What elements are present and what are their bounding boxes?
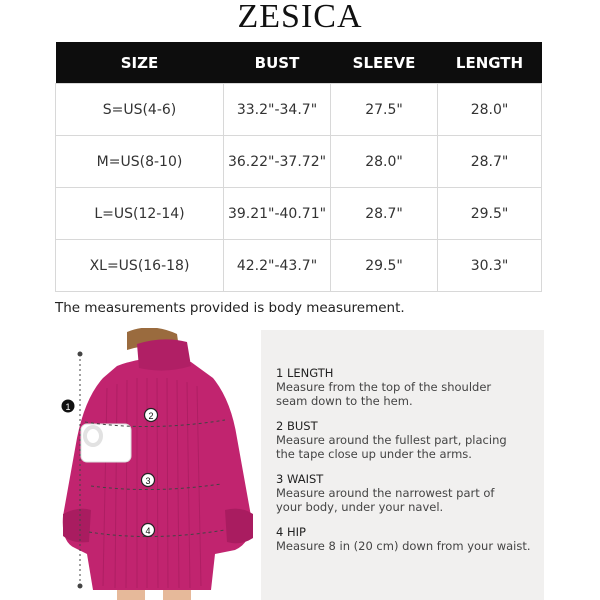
cell-sleeve: 27.5"	[331, 84, 438, 136]
cell-size: XL=US(16-18)	[56, 240, 224, 292]
table-row	[56, 136, 542, 188]
cell-bust: 39.21"-40.71"	[224, 188, 331, 240]
cell-bust: 42.2"-43.7"	[224, 240, 331, 292]
guide-desc: Measure from the top of the shoulder	[276, 380, 492, 394]
marker-3-label: 3	[145, 476, 151, 486]
measurement-note: The measurements provided is body measurement.	[55, 300, 405, 316]
cell-size: L=US(12-14)	[56, 188, 224, 240]
cell-bust: 33.2"-34.7"	[224, 84, 331, 136]
table-row	[56, 84, 542, 136]
mug-illustration	[81, 424, 131, 462]
table-header-row	[56, 42, 542, 84]
guide-desc: Measure 8 in (20 cm) down from your waist.	[276, 539, 531, 553]
cell-bust: 36.22"-37.72"	[224, 136, 331, 188]
marker-1	[62, 400, 75, 413]
cell-length: 29.5"	[438, 188, 542, 240]
guide-item-length	[276, 366, 536, 408]
header-length: LENGTH	[438, 42, 542, 84]
header-sleeve: SLEEVE	[331, 42, 438, 84]
marker-2	[145, 409, 158, 422]
guide-desc: seam down to the hem.	[276, 394, 413, 408]
table-row	[56, 188, 542, 240]
guide-desc: the tape close up under the arms.	[276, 447, 472, 461]
table-row	[56, 240, 542, 292]
marker-1-label: 1	[65, 402, 71, 412]
guide-desc: Measure around the narrowest part of	[276, 486, 495, 500]
model-sweater-illustration	[55, 328, 260, 600]
header-bust: BUST	[224, 42, 331, 84]
cell-length: 30.3"	[438, 240, 542, 292]
cell-length: 28.0"	[438, 84, 542, 136]
marker-3	[142, 474, 155, 487]
brand-logo: ZESICA	[237, 0, 363, 35]
measurement-guide-panel	[261, 330, 544, 600]
cell-sleeve: 28.7"	[331, 188, 438, 240]
guide-item-waist	[276, 472, 536, 514]
marker-4	[142, 524, 155, 537]
cell-size: S=US(4-6)	[56, 84, 224, 136]
cell-sleeve: 28.0"	[331, 136, 438, 188]
guide-item-bust	[276, 419, 536, 461]
guide-desc: your body, under your navel.	[276, 500, 444, 514]
cell-size: M=US(8-10)	[56, 136, 224, 188]
guide-title: 3 WAIST	[276, 472, 324, 486]
guide-title: 4 HIP	[276, 525, 306, 539]
cell-length: 28.7"	[438, 136, 542, 188]
measurement-guide	[276, 366, 536, 564]
size-chart-table	[55, 42, 542, 292]
guide-title: 2 BUST	[276, 419, 318, 433]
guide-desc: Measure around the fullest part, placing	[276, 433, 507, 447]
marker-2-label: 2	[148, 411, 154, 421]
cell-sleeve: 29.5"	[331, 240, 438, 292]
guide-item-hip	[276, 525, 536, 553]
header-size: SIZE	[56, 42, 224, 84]
marker-4-label: 4	[145, 526, 151, 536]
guide-title: 1 LENGTH	[276, 366, 334, 380]
